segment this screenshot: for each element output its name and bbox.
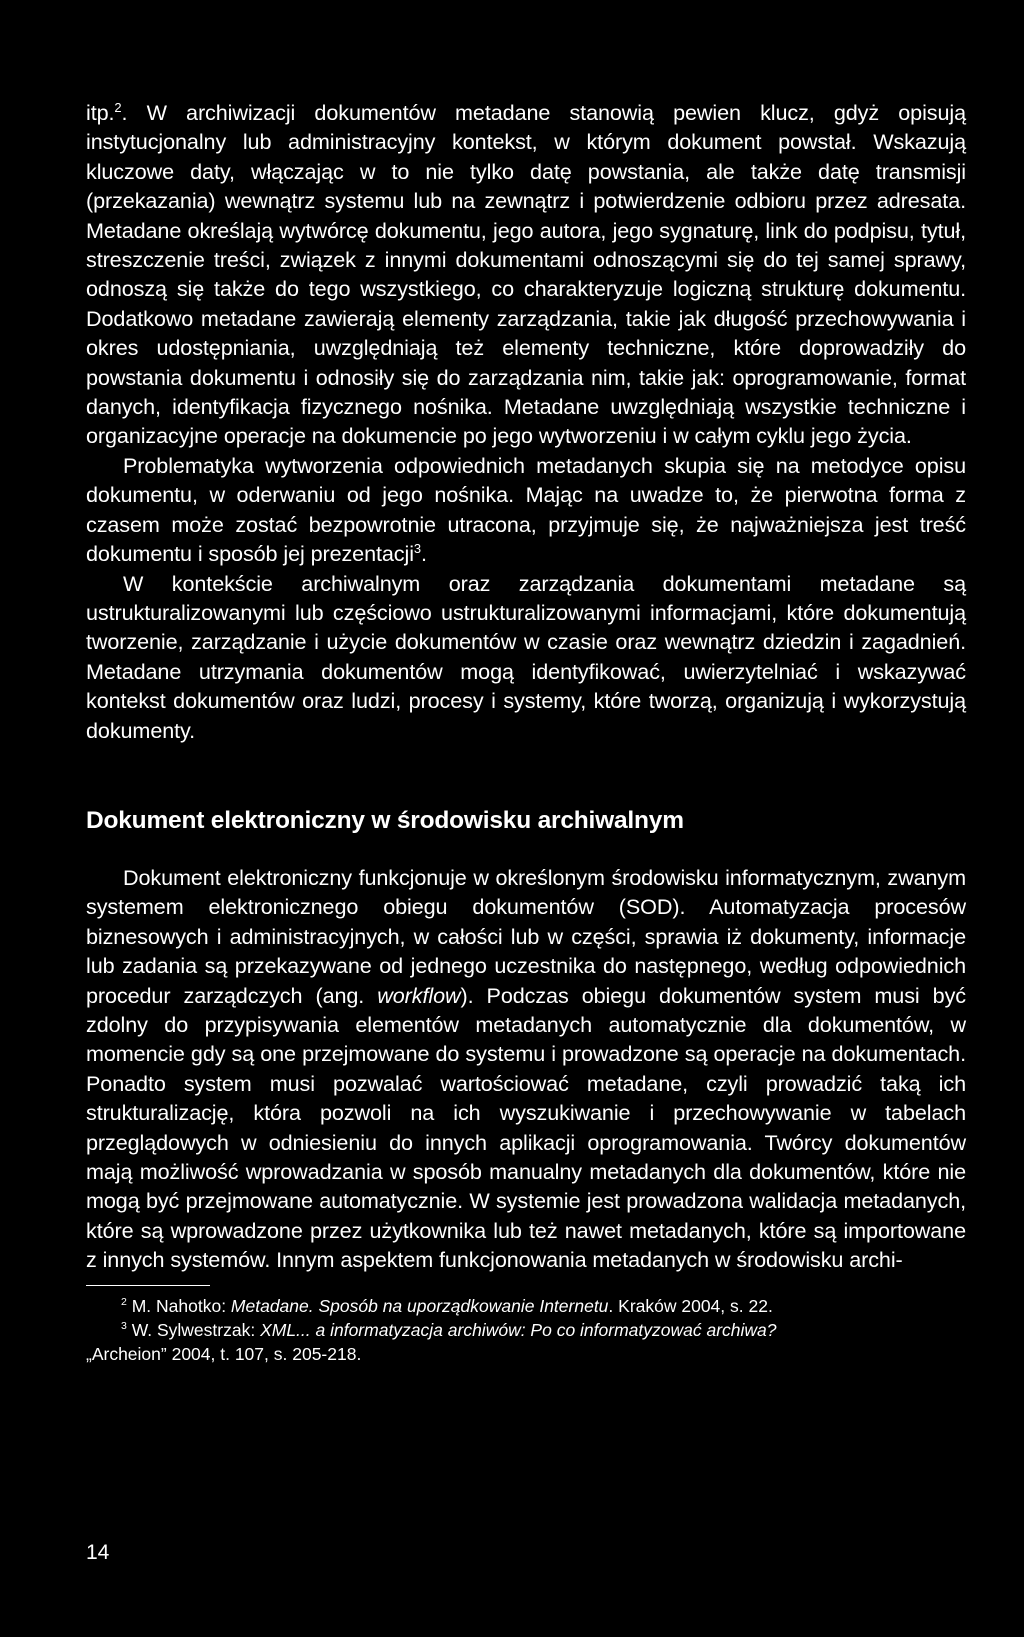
page-number: 14 [86, 1541, 110, 1564]
footnote-3-continuation: „Archeion” 2004, t. 107, s. 205-218. [86, 1343, 362, 1364]
paragraph-3-text: W kontekście archiwalnym oraz zarządzania dokumentami metadane są ustrukturalizowanymi lub częściowo ustrukturalizowanymi informacjami, które dokumentują tworzenie, zarządzanie i użycie dokumentów w czasie oraz wewnątrz dziedzin i zagadnień. Metadane utrzymania dokumentów mogą identyfikować, uwierzytelniać i wskazywać kontekst dokumentów oraz ludzi, procesy i systemy, które tworzą, organizują i wykorzystują dokumenty. [86, 570, 966, 743]
footnote-ref-3: 3 [413, 540, 422, 556]
footnotes [86, 1294, 966, 1366]
footnote-2-title: Metadane. Sposób na uporządkowanie Internetu [230, 1295, 609, 1316]
footnote-3-title: XML... a informatyzacja archiwów: Po co informatyzować archiwa? [260, 1319, 777, 1340]
paragraph-4 [86, 863, 966, 1275]
footnote-divider [86, 1285, 210, 1286]
footnote-3 [86, 1318, 966, 1342]
footnote-2 [86, 1294, 966, 1318]
page-content [86, 98, 966, 1366]
paragraph-1 [86, 98, 966, 451]
footnote-ref-2: 2 [114, 99, 122, 115]
paragraph-3 [86, 569, 966, 745]
paragraph-2-text: Problematyka wytworzenia odpowiednich metadanych skupia się na metodyce opisu dokumentu, w oderwaniu od jego nośnika. Mając na uwadze to, że pierwotna forma z czasem może zostać bezpowrotnie utracona, przyjmuje się, że najważniejsza jest treść dokumentu i sposób jej prezentacji [86, 452, 966, 567]
paragraph-1-lead: itp. [86, 100, 115, 125]
paragraph-4-before: Dokument elektroniczny funkcjonuje w określonym środowisku informatycznym, zwanym systemem elektronicznego obiegu dokumentów (SOD). Automatyzacja procesów biznesowych i administracyjnych, w całości lub w części, sprawia iż dokumenty, informacje lub zadania są przekazywane od jednego uczestnika do następnego, według odpowiednich procedur zarządczych (ang. [86, 864, 966, 1008]
section-heading: Dokument elektroniczny w środowisku archiwalnym [86, 806, 684, 834]
footnote-2-author: M. Nahotko: [126, 1295, 231, 1316]
paragraph-4-after: ). Podczas obiegu dokumentów system musi być zdolny do przypisywania elementów metadanych automatycznie dla dokumentów, w momencie gdy są one przejmowane do systemu i prowadzone są operacje na dokumentach. Ponadto system musi pozwalać wartościować metadane, czyli prowadzić taką ich strukturalizację, która pozwoli na ich wyszukiwanie i przechowywanie w tabelach przeglądowych w odniesieniu do innych aplikacji oprogramowania. Twórcy dokumentów mają możliwość wprowadzania w sposób manualny metadanych dla dokumentów, które nie mogą być przejmowane automatycznie. W systemie jest prowadzona walidacja metadanych, które są wprowadzone przez użytkownika lub też nawet metadanych, które są importowane z innych systemów. Innym aspektem funkcjonowania metadanych w środowisku archi- [86, 982, 966, 1273]
paragraph-1-text: . W archiwizacji dokumentów metadane stanowią pewien klucz, gdyż opisują instytucjonalny lub administracyjny kontekst, w którym dokument powstał. Wskazują kluczowe daty, włączając w to nie tylko datę powstania, ale także datę transmisji (przekazania) wewnątrz systemu lub na zewnątrz i potwierdzenie odbioru przez adresata. Metadane określają wytwórcę dokumentu, jego autora, jego sygnaturę, link do podpisu, tytuł, streszczenie treści, związek z innymi dokumentami odnoszącymi się do tej samej sprawy, odnoszą się także do tego wszystkiego, co charakteryzuje logiczną strukturę dokumentu. Dodatkowo metadane zawierają elementy zarządzania, takie jak długość przechowywania i okres udostępniania, uwzględniają też elementy techniczne, które doprowadziły do powstania dokumentu i odnosiły się do zarządzania nim, takie jak: oprogramowanie, format danych, identyfikacja fizycznego nośnika. Metadane uwzględniają wszystkie techniczne i organizacyjne operacje na dokumencie po jego wytworzeniu i w całym cyklu jego życia. [86, 100, 966, 449]
paragraph-2-end: . [421, 541, 427, 567]
paragraph-4-italic: workflow [377, 982, 461, 1008]
paragraph-2 [86, 451, 966, 569]
body-text [86, 98, 966, 1275]
footnote-2-number: 2 [121, 1295, 127, 1308]
footnote-3-author: W. Sylwestrzak: [126, 1319, 261, 1340]
footnote-2-rest: . Kraków 2004, s. 22. [608, 1295, 773, 1316]
footnote-3-number: 3 [121, 1319, 127, 1332]
